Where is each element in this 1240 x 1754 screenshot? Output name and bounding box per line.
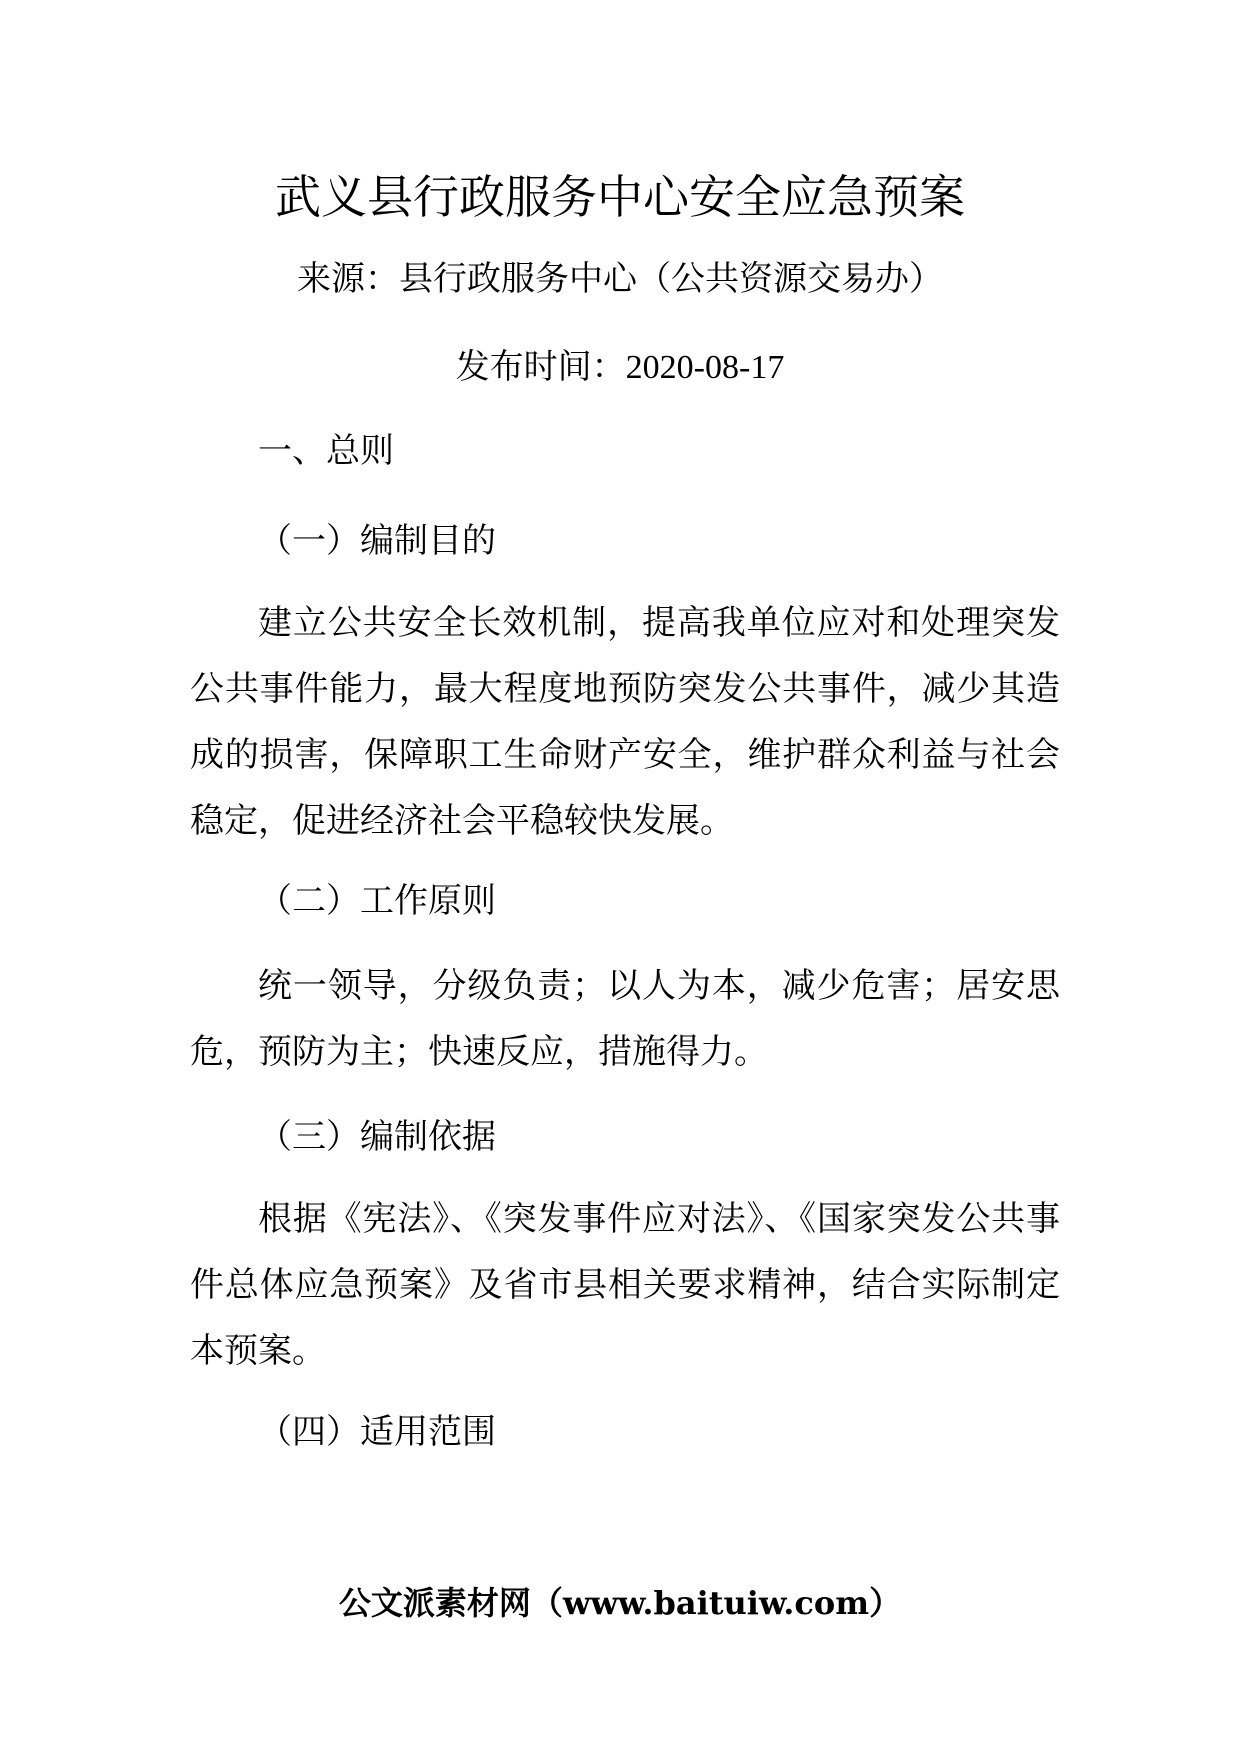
document-source: 来源：县行政服务中心（公共资源交易办）: [297, 259, 943, 299]
document-title: 武义县行政服务中心安全应急预案: [275, 170, 965, 224]
subsection-heading-basis: （三）编制依据: [258, 1117, 496, 1157]
footer-watermark: 公文派素材网（www.baituiw.com）: [338, 1584, 902, 1622]
paragraph-purpose: 建立公共安全长效机制，提高我单位应对和处理突发公共事件能力，最大程度地预防突发公共事件，减少其造成的损害，保障职工生命财产安全，维护群众利益与社会稳定，促进经济社会平稳较快发展。: [190, 603, 1060, 841]
publish-date-value: 2020-08-17: [625, 349, 785, 386]
subsection-heading-scope: （四）适用范围: [258, 1412, 496, 1452]
publish-date-label: 发布时间：: [455, 347, 626, 387]
paragraph-principles: 统一领导，分级负责；以人为本，减少危害；居安思危，预防为主；快速反应，措施得力。: [190, 966, 1060, 1072]
subsection-heading-principles: （二）工作原则: [258, 881, 496, 921]
section-heading-general: 一、总则: [258, 431, 394, 471]
publish-date: [0, 340, 1240, 395]
subsection-heading-purpose: （一）编制目的: [258, 521, 496, 561]
paragraph-basis: 根据《宪法》、《突发事件应对法》、《国家突发公共事件总体应急预案》及省市县相关要求精神，结合实际制定本预案。: [190, 1199, 1060, 1371]
